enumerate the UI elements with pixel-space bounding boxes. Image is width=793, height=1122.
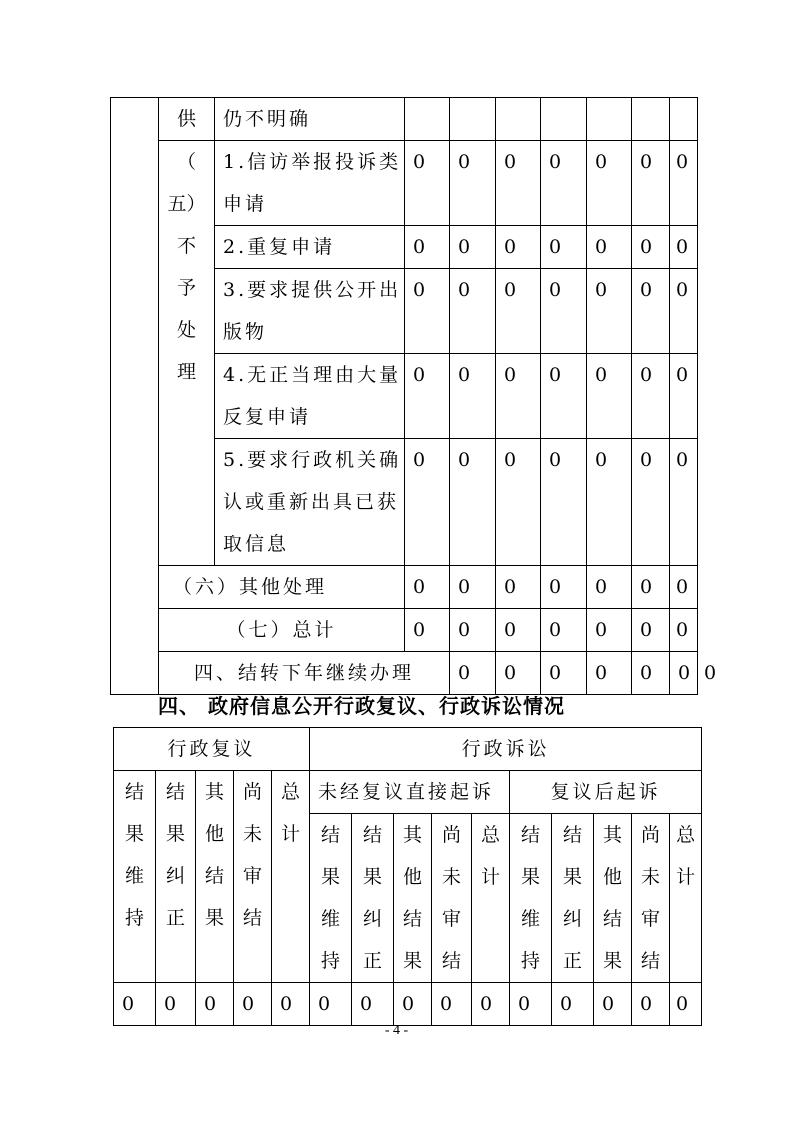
group5-label-char: 处 [176,319,196,341]
header-char: 结 [242,907,262,929]
lit-col-header [632,814,670,983]
other-handling-label: （六）其他处理 [159,566,405,609]
table-row [114,728,702,771]
value-cell [450,98,496,141]
value-cell: 0 [450,439,496,566]
row-desc [215,354,405,439]
header-char: 其 [603,824,623,846]
value-cell [541,98,587,141]
group5-label-char: 不 [176,235,196,257]
header-char: 计 [481,866,501,888]
header-char: 未 [242,823,262,845]
header-char: 正 [563,950,583,972]
header-char: 其 [403,824,423,846]
header-char: 结 [442,950,462,972]
header-char: 他 [603,866,623,888]
value-cell: 0 [541,354,587,439]
value-cell: 0 [450,226,496,269]
value-cell: 0 [587,566,632,609]
review-col-header [114,771,156,983]
header-char: 结 [603,908,623,930]
row-desc-line: 版物 [223,321,268,343]
value-cell: 0 [450,354,496,439]
lit-col-header [472,814,510,983]
header-char: 结 [563,824,583,846]
header-char: 未 [641,866,661,888]
header-char: 他 [403,866,423,888]
header-char: 纠 [563,908,583,930]
value-cell: 0 [670,226,698,269]
row-desc [215,141,405,226]
header-char: 计 [281,823,301,845]
value-cell: 0 [541,566,587,609]
row-desc-line: 认或重新出具已获 [223,491,400,513]
header-char: 持 [124,907,144,929]
header-char: 维 [321,908,341,930]
table-row [111,609,698,652]
value-cell: 0 [632,269,670,354]
lit-col-header [510,814,552,983]
lit-col-header [394,814,432,983]
value-cell [405,98,450,141]
header-char: 结 [204,865,224,887]
value-cell: 0 [670,439,698,566]
header-char: 尚 [242,781,262,803]
row-desc-line: 1.信访举报投诉类 [223,151,402,173]
value-cell: 0 [310,983,352,1026]
header-char: 结 [641,950,661,972]
value-cell: 0 [587,354,632,439]
value-cell: 0 [670,983,702,1026]
table-row [111,141,698,226]
value-cell: 0 [632,566,670,609]
value-cell [496,98,541,141]
carry-over-label: 四、结转下年继续办理 [159,652,450,695]
table-row [114,771,702,814]
value-cell: 0 [496,141,541,226]
value-cell: 0 [472,983,510,1026]
value-cell: 0 [670,269,698,354]
header-char: 计 [676,866,696,888]
value-cell: 0 [352,983,394,1026]
review-col-header [234,771,272,983]
value-cell: 0 [632,983,670,1026]
row-desc [215,226,405,269]
value-cell: 0 [541,269,587,354]
row-desc-line: 2.重复申请 [223,236,336,258]
value-cell: 0 [587,141,632,226]
value-cell: 0 [670,609,698,652]
header-char: 果 [563,866,583,888]
header-char: 其 [204,781,224,803]
header-char: 持 [521,950,541,972]
header-char: 审 [242,865,262,887]
review-col-header [272,771,310,983]
header-char: 总 [481,824,501,846]
lit-col-header [594,814,632,983]
lit-col-header [552,814,594,983]
value-cell: 0 [234,983,272,1026]
header-char: 果 [204,907,224,929]
header-char: 持 [321,950,341,972]
header-char: 结 [321,824,341,846]
header-char: 维 [124,865,144,887]
value-cell: 0 [670,141,698,226]
header-char: 审 [641,908,661,930]
table-row [114,983,702,1026]
header-char: 果 [403,950,423,972]
table-row: 四、结转下年继续办理 0 0 0 0 0 0 0 [111,652,698,695]
group5-label-char: 予 [176,277,196,299]
value-cell: 0 [450,141,496,226]
review-litigation-table [113,727,702,1026]
value-cell: 0 [541,652,587,695]
row-desc [215,269,405,354]
value-cell: 0 [450,566,496,609]
header-char: 尚 [641,824,661,846]
row-desc-line: 3.要求提供公开出 [223,279,402,301]
value-cell: 0 [272,983,310,1026]
header-char: 维 [521,908,541,930]
header-char: 审 [442,908,462,930]
value-cell: 0 [587,652,632,695]
lit-col-header [352,814,394,983]
row-desc-line: 取信息 [223,533,290,555]
value-cell [670,98,698,141]
header-char: 正 [165,907,185,929]
review-header: 行政复议 [114,728,310,771]
header-char: 果 [521,866,541,888]
value-cell: 0 [450,269,496,354]
table-row [111,566,698,609]
after-review-suit-header: 复议后起诉 [510,771,702,814]
row-desc [215,439,405,566]
page-number: - 4 - [384,1023,409,1038]
value-cell: 0 [394,983,432,1026]
row-desc-line: 5.要求行政机关确 [223,449,402,471]
value-cell: 0 [405,269,450,354]
value-cell: 0 [450,609,496,652]
value-cell: 0 [541,439,587,566]
direct-suit-header: 未经复议直接起诉 [310,771,510,814]
value-cell: 0 [632,354,670,439]
table-row [111,98,698,141]
header-char: 结 [403,908,423,930]
value-cell: 0 [496,439,541,566]
litigation-header: 行政诉讼 [310,728,702,771]
group5-label-char: 五） [167,193,206,215]
value-cell: 0 [496,652,541,695]
value-cell: 0 [405,354,450,439]
value-cell: 0 [496,566,541,609]
header-char: 总 [281,781,301,803]
review-col-header [196,771,234,983]
value-cell: 0 [496,609,541,652]
header-char: 果 [124,823,144,845]
row-desc-line: 申请 [223,193,268,215]
value-cell: 0 [541,609,587,652]
lit-col-header [670,814,702,983]
total-label: （七）总计 [159,609,405,652]
header-char: 果 [363,866,383,888]
group5-label-char: 理 [176,361,196,383]
value-cell: 0 [632,439,670,566]
header-char: 未 [442,866,462,888]
value-cell [632,98,670,141]
value-cell: 0 [405,141,450,226]
outer-category-cell [111,98,159,695]
value-cell: 0 [405,439,450,566]
value-cell: 0 [587,269,632,354]
header-char: 果 [321,866,341,888]
value-cell: 0 [496,226,541,269]
value-cell: 0 [632,609,670,652]
header-char: 他 [204,823,224,845]
row-desc-line: 反复申请 [223,406,312,428]
row-desc: 仍不明确 [215,98,405,141]
value-cell: 0 [587,609,632,652]
header-char: 结 [521,824,541,846]
header-char: 纠 [363,908,383,930]
header-char: 果 [603,950,623,972]
value-cell: 0 [405,566,450,609]
header-char: 正 [363,950,383,972]
group5-label-char: （ [176,151,196,173]
header-char: 结 [124,781,144,803]
category-tail-text: 供 [176,108,196,130]
value-cell: 0 [632,652,670,695]
value-cell: 0 [632,226,670,269]
header-char: 果 [165,823,185,845]
value-cell: 0 [496,269,541,354]
value-cell: 0 [587,439,632,566]
lit-col-header [310,814,352,983]
lit-col-header [432,814,472,983]
value-cell: 0 [552,983,594,1026]
value-cell: 0 [670,566,698,609]
value-cell: 0 [156,983,196,1026]
header-char: 纠 [165,865,185,887]
group5-label-cell [159,141,215,566]
section-heading: 四、 政府信息公开行政复议、行政诉讼情况 [158,694,565,718]
header-char: 结 [165,781,185,803]
value-cell: 0 [405,609,450,652]
category-tail-cell [159,98,215,141]
application-handling-table [110,97,717,695]
value-cell: 0 [632,141,670,226]
review-col-header [156,771,196,983]
header-char: 结 [363,824,383,846]
value-cell: 0 [114,983,156,1026]
value-cell: 0 [405,226,450,269]
row-desc-line: 4.无正当理由大量 [223,364,402,386]
value-cell: 0 [541,141,587,226]
value-cell: 0 [196,983,234,1026]
header-char: 总 [676,824,696,846]
value-cell: 0 [587,226,632,269]
value-cell: 0 [450,652,496,695]
value-cell: 0 [670,652,698,695]
value-cell: 0 [496,354,541,439]
value-cell: 0 [510,983,552,1026]
value-cell: 0 [594,983,632,1026]
value-cell [587,98,632,141]
header-char: 尚 [442,824,462,846]
value-cell: 0 [670,354,698,439]
value-cell: 0 [541,226,587,269]
value-cell: 0 [432,983,472,1026]
